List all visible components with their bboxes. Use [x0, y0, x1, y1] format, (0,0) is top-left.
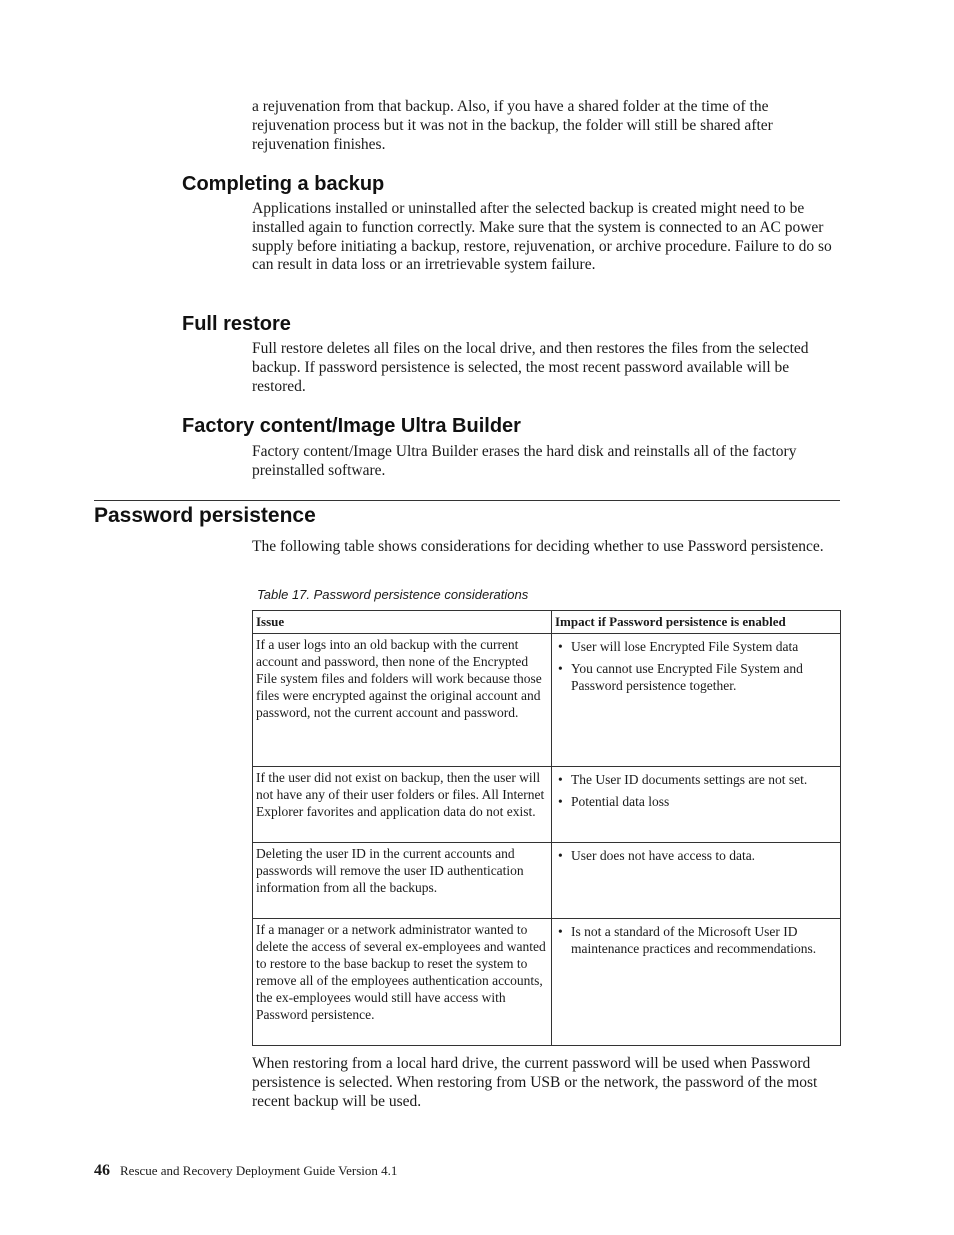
page-number: 46: [94, 1162, 110, 1179]
column-header-issue: Issue: [253, 611, 552, 634]
closing-paragraph: When restoring from a local hard drive, the current password will be used when Password persistence is selected. When restoring from USB or the network, the password of the most recent backup will be used.: [252, 1055, 818, 1110]
heading-full-restore: Full restore: [182, 313, 291, 335]
table-caption: Table 17. Password persistence considerations: [257, 587, 529, 602]
page-footer: [94, 1162, 397, 1180]
table-row: [253, 919, 841, 1046]
impact-list: [557, 923, 836, 957]
impact-item: • Potential data loss: [557, 793, 836, 810]
intro-paragraph: a rejuvenation from that backup. Also, if you have a shared folder at the time of the rejuvenation process but it was not in the backup, the folder will still be shared after rejuvenation finishes.: [252, 98, 773, 153]
completing-backup-paragraph: Applications installed or uninstalled after the selected backup is created might need to be installed again to function correctly. Make sure that the system is connected to an AC power supply before initiating a backup, restore, rejuvenation, or archive procedure. Failure to do so can result in data loss or an irretrievable system failure.: [252, 200, 832, 274]
impact-cell: [552, 634, 841, 767]
impact-item: • You cannot use Encrypted File System and Password persistence together.: [557, 660, 836, 694]
table-row: [253, 767, 841, 843]
password-considerations-table: [252, 610, 841, 1046]
issue-cell: If the user did not exist on backup, then the user will not have any of their user folders or files. All Internet Explorer favorites and application data do not exist.: [253, 767, 552, 843]
column-header-impact: Impact if Password persistence is enabled: [552, 611, 841, 634]
table-row: [253, 634, 841, 767]
impact-list: [557, 638, 836, 694]
heading-password-persistence: Password persistence: [94, 504, 316, 527]
section-divider: [94, 500, 840, 501]
table-row: [253, 843, 841, 919]
impact-item: • Is not a standard of the Microsoft User ID maintenance practices and recommendations.: [557, 923, 836, 957]
impact-item: • User does not have access to data.: [557, 847, 836, 864]
issue-cell: Deleting the user ID in the current accounts and passwords will remove the user ID authentication information from all the backups.: [253, 843, 552, 919]
issue-cell: If a user logs into an old backup with the current account and password, then none of the Encrypted File system files and folders will work because those files were encrypted against the original account and password, not the current account and password.: [253, 634, 552, 767]
impact-item: • User will lose Encrypted File System data: [557, 638, 836, 655]
issue-cell: If a manager or a network administrator wanted to delete the access of several ex-employees and wanted to restore to the base backup to reset the system to remove all of the employees authentication accounts, the ex-employees would still have access with Password persistence.: [253, 919, 552, 1046]
footer-title: Rescue and Recovery Deployment Guide Version 4.1: [120, 1163, 398, 1178]
impact-list: [557, 771, 836, 810]
impact-list: [557, 847, 836, 864]
heading-completing-backup: Completing a backup: [182, 173, 385, 195]
password-intro-paragraph: The following table shows considerations for deciding whether to use Password persistence.: [252, 538, 824, 555]
heading-factory-content: Factory content/Image Ultra Builder: [182, 415, 521, 437]
impact-item: • The User ID documents settings are not set.: [557, 771, 836, 788]
full-restore-paragraph: Full restore deletes all files on the local drive, and then restores the files from the selected backup. If password persistence is selected, the most recent password available will be restored.: [252, 340, 809, 395]
impact-cell: [552, 767, 841, 843]
impact-cell: [552, 843, 841, 919]
factory-content-paragraph: Factory content/Image Ultra Builder erases the hard disk and reinstalls all of the factory preinstalled software.: [252, 443, 797, 479]
table-header-row: [253, 611, 841, 634]
impact-cell: [552, 919, 841, 1046]
